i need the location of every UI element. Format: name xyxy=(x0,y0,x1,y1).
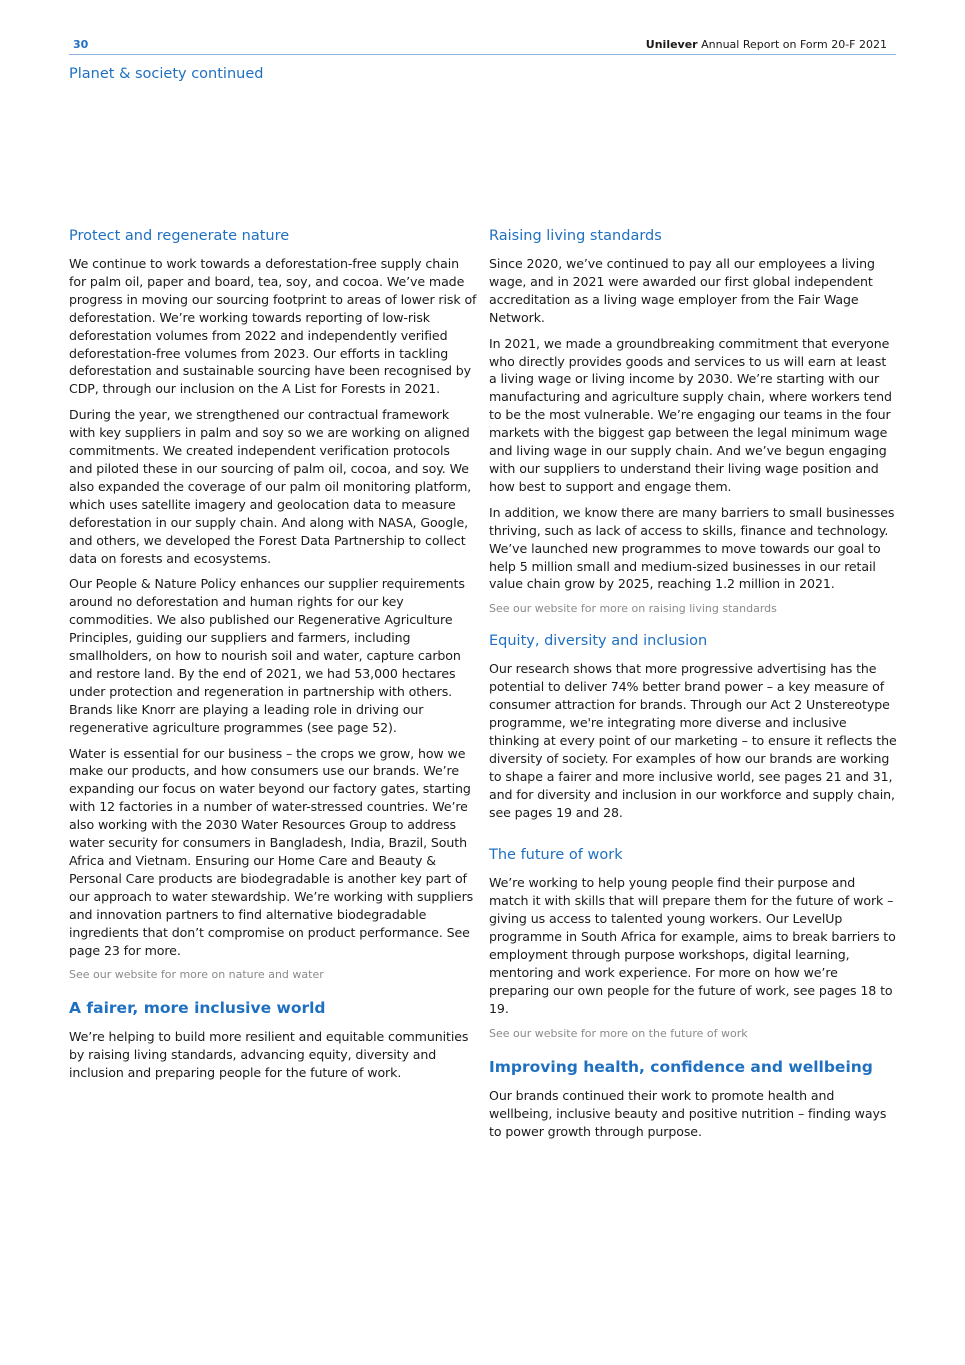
nature-water-link[interactable]: See our website for more on nature and water xyxy=(69,968,324,982)
report-title: Annual Report on Form 20-F 2021 xyxy=(701,38,887,51)
future-of-work-heading: The future of work xyxy=(489,847,623,864)
equity-paragraph: Our research shows that more progressive advertising has the potential to deliver 74% better brand power – a key measure of consumer attraction for brands. Through our Act 2 Unstereotype programme, we're integrating more diverse and inclusive thinking at every point of our marketing – to ensure it reflects the diversity of society. For examples of how our brands are working to shape a fairer and more inclusive world, see pages 21 and 31, and for diversity and inclusion in our workforce and supply chain, see pages 19 and 28. xyxy=(489,661,897,820)
right-column xyxy=(489,226,897,1148)
health-paragraph: Our brands continued their work to promote health and wellbeing, inclusive beauty and positive nutrition – finding ways to power growth through purpose. xyxy=(489,1087,887,1139)
nature-paragraph-1: We continue to work towards a deforestation-free supply chain for palm oil, paper and board, tea, soy, and cocoa. We’ve made progress in moving our sourcing footprint to areas of lower risk of deforestation. We’re working towards reporting of low-risk deforestation volumes from 2022 and independently verified deforestation-free volumes from 2023. Our efforts in tackling deforestation and sustainable sourcing have been recognised by CDP, through our inclusion on the A List for Forests in 2021. xyxy=(69,256,477,397)
future-of-work-paragraph: We’re working to help young people find their purpose and match it with skills that will prepare them for the future of work – giving us access to talented young workers. Our LevelUp programme in South Africa for example, aims to break barriers to employment through purpose workshops, digital learning, mentoring and work experience. For more on how we’re preparing our own people for the future of work, see pages 18 to 19. xyxy=(489,875,896,1016)
health-heading: Improving health, confidence and wellbeing xyxy=(489,1057,873,1076)
nature-paragraph-3: Our People & Nature Policy enhances our supplier requirements around no deforestation and human rights for our key commodities. We also published our Regenerative Agriculture Principles, guiding our suppliers and farmers, including smallholders, on how to nourish soil and water, capture carbon and restore land. By the end of 2021, we had 53,000 hectares under protection and regeneration in partnership with others. Brands like Knorr are playing a leading role in driving our regenerative agriculture programmes (see page 52). xyxy=(69,576,465,735)
living-standards-paragraph-1: Since 2020, we’ve continued to pay all our employees a living wage, and in 2021 were awarded our first global independent accreditation as a living wage employer from the Fair Wage Network. xyxy=(489,256,875,325)
section-title: Planet & society continued xyxy=(69,66,264,82)
spacer xyxy=(489,829,897,845)
nature-heading: Protect and regenerate nature xyxy=(69,228,290,244)
left-column xyxy=(69,226,477,1090)
company-name: Unilever xyxy=(645,38,698,51)
living-standards-paragraph-3: In addition, we know there are many barriers to small businesses thriving, such as lack of access to skills, finance and technology. We’ve launched new programmes to move towards our goal to help 5 million small and medium-sized businesses in our retail value chain grow by 2025, reaching 1.2 million in 2021. xyxy=(489,504,895,592)
nature-paragraph-4: Water is essential for our business – the crops we grow, how we make our products, and how consumers use our brands. We’re expanding our focus on water beyond our factory gates, starting with 12 factories in a number of water-stressed countries. We’re also working with the 2030 Water Resources Group to address water security for consumers in Bangladesh, India, Brazil, South Africa and Vietnam. Ensuring our Home Care and Beauty & Personal Care products are biodegradable is another key part of our approach to water stewardship. We’re working with suppliers and innovation partners to find alternative biodegradable ingredients that don’t compromise on product performance. See page 23 for more. xyxy=(69,745,474,958)
running-head xyxy=(646,38,887,51)
nature-paragraph-2: During the year, we strengthened our contractual framework with key suppliers in palm and soy so we are working on aligned commitments. We created independent verification protocols and piloted these in our sourcing of palm oil, cocoa, and soy. We also expanded the coverage of our palm oil monitoring platform, which uses satellite imagery and geolocation data to measure deforestation in our supply chain. And along with NASA, Google, and others, we developed the Forest Data Partnership to collect data on forests and ecosystems. xyxy=(69,407,472,566)
future-of-work-link[interactable]: See our website for more on the future of work xyxy=(489,1026,748,1040)
header-rule xyxy=(69,54,896,55)
page-number: 30 xyxy=(73,38,89,51)
living-standards-link[interactable]: See our website for more on raising living standards xyxy=(489,602,777,616)
equity-heading: Equity, diversity and inclusion xyxy=(489,633,708,650)
fairer-world-heading: A fairer, more inclusive world xyxy=(69,999,326,1018)
living-standards-heading: Raising living standards xyxy=(489,228,662,244)
living-standards-paragraph-2: In 2021, we made a groundbreaking commitment that everyone who directly provides goods and services to us will earn at least a living wage or living income by 2030. We’re starting with our manufacturing and agriculture supply chain, where workers tend to be the most vulnerable. We’re engaging our teams in the four markets with the biggest gap between the legal minimum wage and living wage in our supply chain. And we’ve begun engaging with our suppliers to understand their living wage position and how best to support and engage them. xyxy=(489,335,892,494)
fairer-world-paragraph: We’re helping to build more resilient and equitable communities by raising living standards, advancing equity, diversity and inclusion and preparing people for the future of work. xyxy=(69,1029,469,1081)
